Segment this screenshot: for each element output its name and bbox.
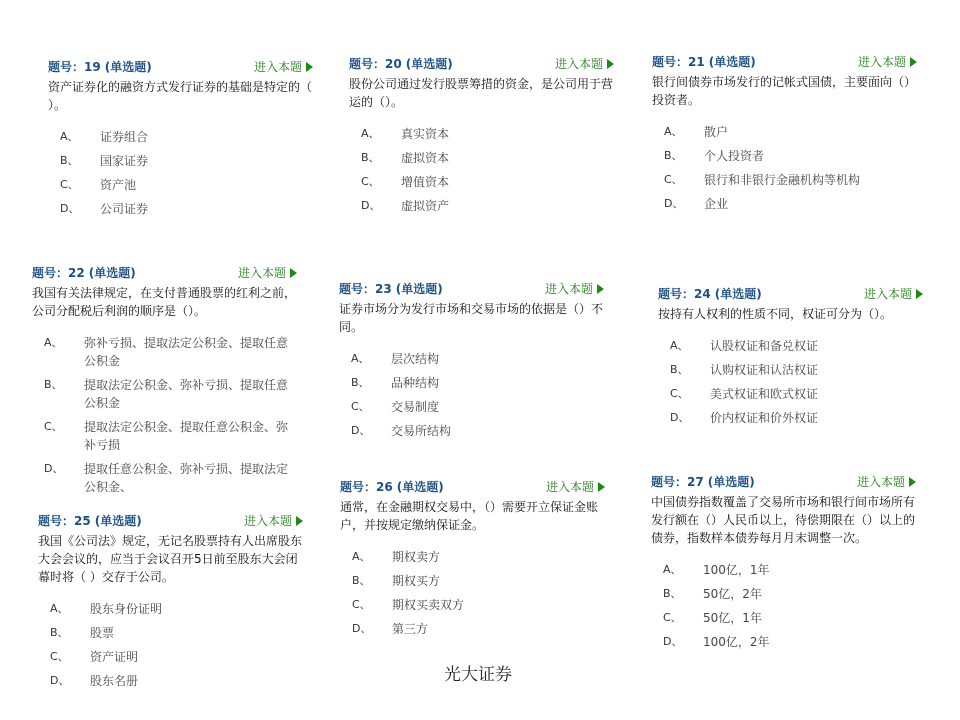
option-c[interactable]: C、 资产证明 bbox=[50, 650, 139, 664]
option-list bbox=[339, 350, 604, 440]
option-list bbox=[32, 334, 297, 496]
option-b[interactable]: B、 虚拟资本 bbox=[361, 151, 450, 165]
question-header bbox=[652, 53, 917, 69]
play-arrow-icon bbox=[306, 62, 313, 72]
question-header bbox=[32, 264, 297, 280]
option-b[interactable]: B、 国家证券 bbox=[60, 154, 149, 168]
option-d[interactable]: D、 第三方 bbox=[352, 622, 429, 636]
question-header bbox=[38, 512, 303, 528]
play-arrow-icon bbox=[597, 284, 604, 294]
option-b[interactable]: B、 品种结构 bbox=[351, 376, 440, 390]
question-card-20 bbox=[349, 55, 614, 221]
enter-question-link[interactable]: 进入本题 bbox=[546, 478, 605, 495]
option-c[interactable]: C、 增值资本 bbox=[361, 175, 450, 189]
question-card-19 bbox=[48, 58, 313, 224]
question-header bbox=[658, 285, 923, 301]
enter-question-link[interactable]: 进入本题 bbox=[238, 264, 297, 281]
option-d[interactable]: D、 100亿，2年 bbox=[663, 635, 770, 649]
question-number: 题号：21 (单选题) bbox=[652, 55, 756, 69]
question-stem: 股份公司通过发行股票筹措的资金，是公司用于营运的（）。 bbox=[349, 77, 614, 109]
option-b[interactable]: B、 期权买方 bbox=[352, 574, 441, 588]
option-b[interactable]: B、 个人投资者 bbox=[664, 149, 765, 163]
option-d[interactable]: D、 公司证券 bbox=[60, 202, 149, 216]
option-d[interactable]: D、 虚拟资产 bbox=[361, 199, 450, 213]
enter-question-link[interactable]: 进入本题 bbox=[555, 55, 614, 72]
option-c[interactable]: C、 交易制度 bbox=[351, 400, 440, 414]
option-list bbox=[48, 128, 313, 218]
option-a[interactable]: A、 认股权证和备兑权证 bbox=[670, 339, 819, 353]
option-list bbox=[651, 561, 916, 651]
option-d[interactable]: D、 股东名册 bbox=[50, 674, 139, 688]
question-stem: 我国《公司法》规定，无记名股票持有人出席股东大会会议的，应当于会议召开5日前至股东大会闭幕时将（ ）交存于公司。 bbox=[38, 534, 303, 584]
option-d[interactable]: D、 交易所结构 bbox=[351, 424, 452, 438]
question-card-22 bbox=[32, 264, 297, 502]
question-number: 题号：26 (单选题) bbox=[340, 480, 444, 494]
play-arrow-icon bbox=[296, 516, 303, 526]
option-d[interactable]: D、 提取任意公积金、弥补亏损、提取法定公积金、 bbox=[44, 462, 289, 494]
question-stem: 我国有关法律规定，在支付普通股票的红利之前，公司分配税后利润的顺序是（）。 bbox=[32, 286, 297, 318]
play-arrow-icon bbox=[290, 268, 297, 278]
question-stem: 中国债券指数覆盖了交易所市场和银行间市场所有发行额在（）人民币以上，待偿期限在（）以上的债券，指数样本债券每月月末调整一次。 bbox=[651, 495, 916, 545]
question-number: 题号：23 (单选题) bbox=[339, 282, 443, 296]
option-c[interactable]: C、 资产池 bbox=[60, 178, 137, 192]
question-card-23 bbox=[339, 280, 604, 446]
question-header bbox=[48, 58, 313, 74]
option-list bbox=[652, 123, 917, 213]
play-arrow-icon bbox=[910, 57, 917, 67]
option-list bbox=[340, 548, 605, 638]
enter-question-link[interactable]: 进入本题 bbox=[857, 473, 916, 490]
question-card-26 bbox=[340, 478, 605, 644]
enter-question-link[interactable]: 进入本题 bbox=[244, 512, 303, 529]
question-card-21 bbox=[652, 53, 917, 219]
enter-question-link[interactable]: 进入本题 bbox=[864, 285, 923, 302]
option-list bbox=[658, 337, 923, 427]
question-stem: 通常，在金融期权交易中，（）需要开立保证金账户，并按规定缴纳保证金。 bbox=[340, 500, 599, 532]
option-c[interactable]: C、 50亿，1年 bbox=[663, 611, 762, 625]
option-b[interactable]: B、 50亿，2年 bbox=[663, 587, 762, 601]
option-b[interactable]: B、 股票 bbox=[50, 626, 115, 640]
option-list bbox=[38, 600, 303, 690]
question-card-25 bbox=[38, 512, 303, 696]
option-a[interactable]: A、 100亿，1年 bbox=[663, 563, 770, 577]
question-stem: 银行间债券市场发行的记帐式国债，主要面向（）投资者。 bbox=[652, 75, 917, 107]
option-a[interactable]: A、 层次结构 bbox=[351, 352, 440, 366]
option-d[interactable]: D、 价内权证和价外权证 bbox=[670, 411, 819, 425]
play-arrow-icon bbox=[909, 477, 916, 487]
enter-question-link[interactable]: 进入本题 bbox=[858, 53, 917, 70]
enter-question-link[interactable]: 进入本题 bbox=[254, 58, 313, 75]
question-number: 题号：25 (单选题) bbox=[38, 514, 142, 528]
option-a[interactable]: A、 真实资本 bbox=[361, 127, 450, 141]
option-c[interactable]: C、 银行和非银行金融机构等机构 bbox=[664, 173, 861, 187]
option-b[interactable]: B、 认购权证和认沽权证 bbox=[670, 363, 819, 377]
question-stem: 资产证券化的融资方式发行证券的基础是特定的（ ）。 bbox=[48, 80, 313, 112]
question-header bbox=[349, 55, 614, 71]
option-a[interactable]: A、 散户 bbox=[664, 125, 729, 139]
option-a[interactable]: A、 弥补亏损、提取法定公积金、提取任意公积金 bbox=[44, 336, 289, 368]
option-list bbox=[349, 125, 614, 215]
footer-company-name: 光大证券 bbox=[444, 665, 512, 685]
option-d[interactable]: D、 企业 bbox=[664, 197, 729, 211]
option-a[interactable]: A、 证券组合 bbox=[60, 130, 149, 144]
question-number: 题号：24 (单选题) bbox=[658, 287, 762, 301]
play-arrow-icon bbox=[916, 289, 923, 299]
question-header bbox=[339, 280, 604, 296]
question-card-27 bbox=[651, 473, 916, 657]
question-number: 题号：27 (单选题) bbox=[651, 475, 755, 489]
question-number: 题号：22 (单选题) bbox=[32, 266, 136, 280]
option-c[interactable]: C、 提取法定公积金、提取任意公积金、弥补亏损 bbox=[44, 420, 289, 452]
option-a[interactable]: A、 期权卖方 bbox=[352, 550, 441, 564]
question-number: 题号：19 (单选题) bbox=[48, 60, 152, 74]
option-c[interactable]: C、 期权买卖双方 bbox=[352, 598, 465, 612]
question-stem: 证券市场分为发行市场和交易市场的依据是（）不同。 bbox=[339, 302, 604, 334]
question-card-24 bbox=[658, 285, 923, 433]
question-number: 题号：20 (单选题) bbox=[349, 57, 453, 71]
option-a[interactable]: A、 股东身份证明 bbox=[50, 602, 163, 616]
option-b[interactable]: B、 提取法定公积金、弥补亏损、提取任意公积金 bbox=[44, 378, 289, 410]
question-header bbox=[651, 473, 916, 489]
question-stem: 按持有人权利的性质不同，权证可分为（）。 bbox=[658, 307, 893, 321]
play-arrow-icon bbox=[598, 482, 605, 492]
question-header bbox=[340, 478, 605, 494]
option-c[interactable]: C、 美式权证和欧式权证 bbox=[670, 387, 819, 401]
play-arrow-icon bbox=[607, 59, 614, 69]
enter-question-link[interactable]: 进入本题 bbox=[545, 280, 604, 297]
